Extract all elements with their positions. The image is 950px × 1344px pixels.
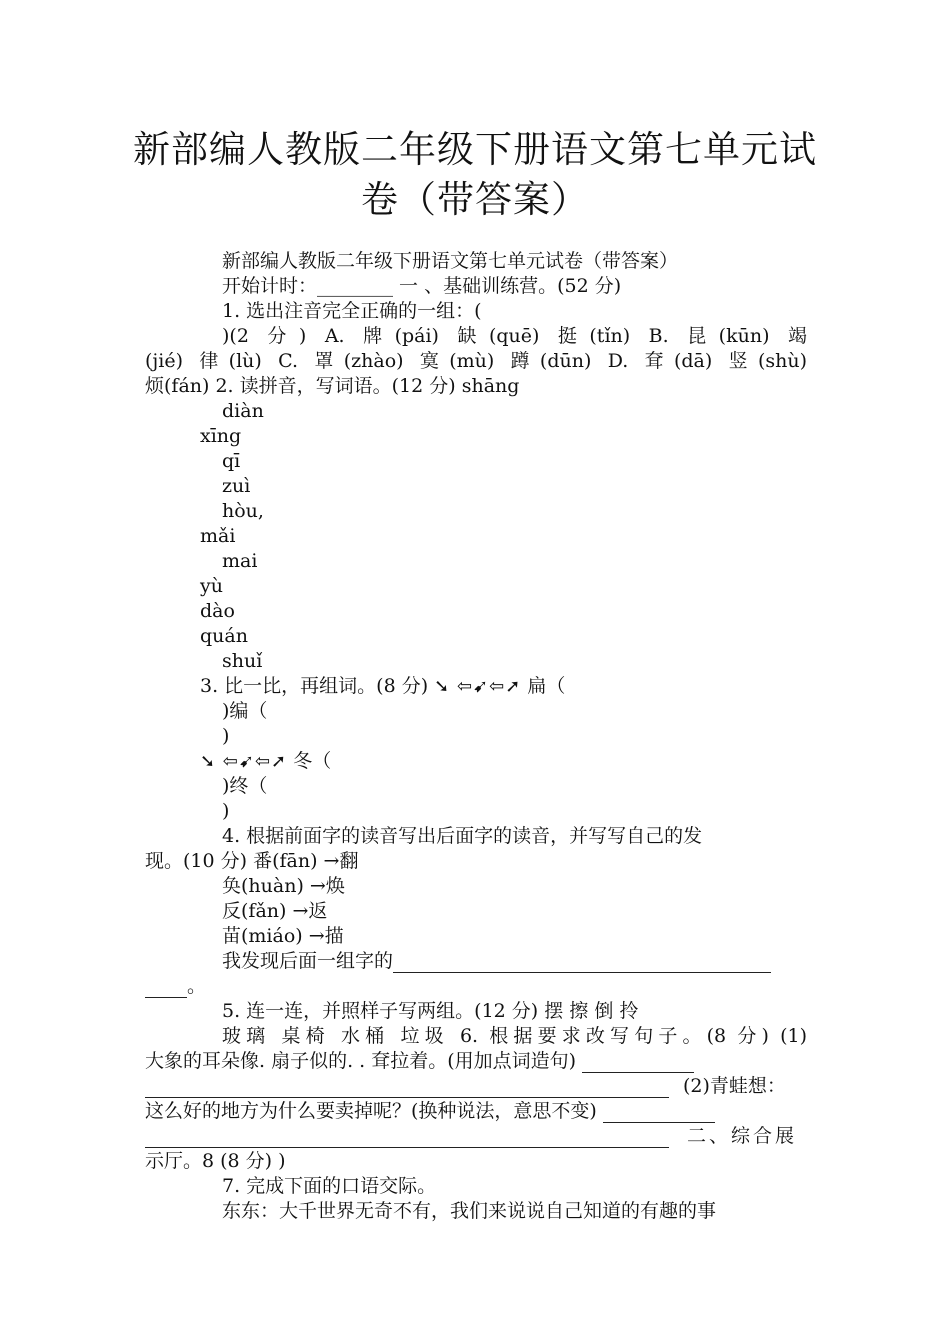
question-1: 1. 选出注音完全正确的一组：( [222, 300, 482, 322]
pinyin-item: qī [222, 450, 241, 472]
compare-char-2: )编（ [222, 700, 268, 722]
discovery-line [222, 949, 807, 973]
timer-line: 开始计时：________ 一 、基础训练营。(52 分) [222, 275, 622, 297]
question-7: 7. 完成下面的口语交际。 [222, 1175, 437, 1197]
document-title-line-1: 新部编人教版二年级下册语文第七单元试 [133, 128, 817, 171]
question-5: 5. 连一连，并照样子写两组。(12 分) 摆 擦 倒 拎 [222, 1000, 639, 1022]
question-3 [200, 674, 862, 699]
question-1-options-b: (jié) 律(lù) C. 罩(zhào) 寞(mù) 蹲(dūn) D. 耷(dā) 竖(shù) [145, 350, 807, 372]
answer-blank[interactable] [603, 1104, 715, 1123]
pinyin-item: shuǐ [222, 650, 263, 672]
pinyin-item: xīng [200, 425, 242, 447]
question-3-text: 3. 比一比，再组词。(8 分) [200, 675, 429, 697]
question-4-cont: 现。(10 分) 番(fān) →翻 [145, 850, 359, 872]
reading-pair: 奂(huàn) →焕 [222, 875, 345, 897]
question-2: 烦(fán) 2. 读拼音，写词语。(12 分) shāng [145, 375, 520, 397]
answer-blank[interactable] [145, 979, 187, 998]
period: 。 [187, 975, 207, 997]
arrow-icons: ➘ ⇦➹⇦➚ [200, 751, 288, 772]
pinyin-item: quán [200, 625, 248, 647]
question-6-item-2-text: (2)青蛙想： [683, 1075, 786, 1097]
question-7-dialogue: 东东：大千世界无奇不有，我们来说说自己知道的有趣的事 [222, 1200, 717, 1222]
pinyin-item: mai [222, 550, 258, 572]
pinyin-item: yù [200, 575, 223, 597]
arrow-icons: ➘ ⇦➹⇦➚ [434, 676, 522, 697]
compare-close: ) [222, 800, 230, 822]
compare-char-4: )终（ [222, 775, 268, 797]
compare-char-3: 冬（ [293, 750, 332, 772]
question-1-options-a: )(2 分) A. 牌(pái) 缺(quē) 挺(tǐn) B. 昆(kūn) 竭 [222, 325, 807, 347]
question-6-item-1 [145, 1049, 807, 1073]
compare-close: ) [222, 725, 230, 747]
question-6-item-2-body: 这么好的地方为什么要卖掉呢？(换种说法，意思不变) [145, 1100, 597, 1122]
question-4: 4. 根据前面字的读音写出后面字的读音，并写写自己的发 [222, 825, 703, 847]
question-6-item-1-text: 大象的耳朵像. 扇子似的. . 耷拉着。(用加点词造句) [145, 1050, 577, 1072]
pinyin-item: zuì [222, 475, 251, 497]
document-title-line-2: 卷（带答案） [361, 178, 589, 221]
subtitle: 新部编人教版二年级下册语文第七单元试卷（带答案） [222, 250, 679, 272]
discovery-line-end [145, 974, 807, 998]
section-2-heading-cont: 示厅。8 (8 分) ) [145, 1150, 286, 1172]
pinyin-item: dào [200, 600, 235, 622]
pinyin-item: hòu, [222, 500, 264, 522]
answer-blank[interactable] [145, 1129, 669, 1148]
answer-blank[interactable] [582, 1054, 694, 1073]
answer-blank[interactable] [393, 954, 771, 973]
discovery-text: 我发现后面一组字的 [222, 950, 394, 972]
reading-pair: 苗(miáo) →描 [222, 925, 344, 947]
pinyin-item: mǎi [200, 525, 236, 547]
reading-pair: 反(fǎn) →返 [222, 900, 328, 922]
question-6-item-2-row [145, 1074, 807, 1098]
section-2-row [145, 1124, 807, 1148]
compare-char-1: 扁（ [527, 675, 566, 697]
question-6-item-2-cont [145, 1099, 807, 1123]
pinyin-item: diàn [222, 400, 264, 422]
question-6: 玻璃 桌椅 水桶 垃圾 6. 根据要求改写句子。(8 分) (1) [222, 1025, 807, 1047]
answer-blank[interactable] [145, 1079, 669, 1098]
section-2-heading: 二、综合展 [687, 1125, 798, 1147]
compare-row-2 [200, 749, 862, 774]
